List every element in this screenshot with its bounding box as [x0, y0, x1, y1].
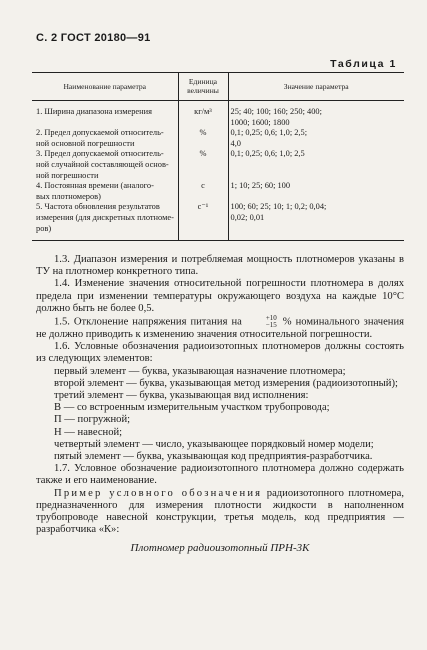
row-value [228, 101, 404, 129]
table-row [32, 101, 404, 129]
paragraph-1-3: 1.3. Диапазон измерения и потребляемая мощность плотномеров указаны в ТУ на плотномер конкретного типа. [36, 254, 404, 278]
list-item: первый элемент — буква, указывающая назначение плотномера; [54, 365, 346, 377]
tolerance-upper: +10 [265, 314, 277, 323]
paragraph-1-5 [36, 315, 404, 341]
header-parameter-name: Наименование параметра [32, 73, 178, 101]
list-item: третий элемент — буква, указывающая вид исполнения: [54, 390, 309, 402]
row-value-line: 25; 40; 100; 160; 250; 400; [230, 107, 322, 116]
table-row [32, 128, 404, 149]
row-unit: кг/м³ [178, 101, 228, 129]
voltage-tolerance [248, 315, 277, 329]
table-row [32, 181, 404, 202]
row-value-line: 4,0 [230, 138, 241, 148]
paragraph-1-5-start: 1.5. Отклонение напряжения питания на [54, 316, 242, 328]
row-name-line: 5. Частота обновления результатов [36, 202, 160, 212]
table-row [32, 149, 404, 181]
row-name [32, 128, 178, 149]
row-name [32, 202, 178, 240]
table-header-row [32, 73, 404, 101]
row-name [32, 101, 178, 129]
table-title: Таблица 1 [330, 58, 397, 70]
page-header: С. 2 ГОСТ 20180—91 [36, 32, 151, 44]
example-lead: Пример условного обозначения [54, 487, 263, 499]
row-name [32, 149, 178, 181]
list-item: В — со встроенным измерительным участком трубопровода; [54, 402, 330, 414]
row-name-line: 3. Предел допускаемой относитель- [36, 149, 164, 159]
parameters-table [32, 72, 404, 241]
paragraph-1-7: 1.7. Условное обозначение радиоизотопного плотномера должно содержать также и его наименование. [36, 463, 404, 487]
list-item: пятый элемент — буква, указывающая код предприятия-разработчика. [54, 451, 373, 463]
example-text: радиоизотопного плотномера, предназначенного для измерения плотности жидкости в наполненном трубопроводе навесной конструкции, третья модель, код предприятия — разработчика «К»: [36, 487, 404, 536]
header-parameter-value: Значение параметра [228, 73, 404, 101]
row-name-line: ной случайной составляющей основ- [36, 159, 169, 169]
row-name-line: ной погрешности [36, 170, 99, 180]
row-value [228, 128, 404, 149]
list-item: Н — навесной; [54, 426, 123, 438]
example-paragraph [36, 488, 404, 537]
row-unit: с⁻¹ [178, 202, 228, 240]
row-value-line: 0,1; 0,25; 0,6; 1,0; 2,5 [230, 149, 305, 159]
row-name-line: 1. Ширина диапазона измерения [36, 107, 152, 116]
row-unit: % [178, 149, 228, 181]
row-value [228, 181, 404, 202]
row-unit: с [178, 181, 228, 202]
row-value [228, 202, 404, 240]
row-name-line: 4. Постоянная времени (аналого- [36, 181, 154, 191]
row-name-line: 2. Предел допускаемой относитель- [36, 128, 164, 138]
table-row [32, 202, 404, 240]
paragraph-1-6: 1.6. Условные обозначения радиоизотопных плотномеров должны состоять из следующих элементов: [36, 341, 404, 365]
list-item: четвертый элемент — число, указывающее порядковый номер модели; [54, 438, 374, 450]
row-value-line: 1000; 1600; 1800 [230, 117, 290, 127]
row-name [32, 181, 178, 202]
row-name-line: измерения (для дискретных плотноме- [36, 212, 174, 222]
row-value-line: 100; 60; 25; 10; 1; 0,2; 0,04; [230, 202, 327, 212]
list-item: второй элемент — буква, указывающая метод измерения (радиоизотопный); [54, 377, 398, 389]
row-name-line: ной основной погрешности [36, 138, 135, 148]
header-unit: Единица величины [178, 73, 228, 101]
row-value-line: 0,1; 0,25; 0,6; 1,0; 2,5; [230, 128, 308, 138]
row-name-line: вых плотномеров) [36, 191, 101, 201]
example-designation: Плотномер радиоизотопный ПРН-3К [130, 542, 310, 555]
row-name-line: ров) [36, 223, 52, 233]
list-item: П — погружной; [54, 414, 131, 426]
row-unit: % [178, 128, 228, 149]
row-value-line: 0,02; 0,01 [230, 212, 265, 222]
paragraph-1-5-end: % номинального значения не должно приводить к изменению значения относительной погрешности. [36, 316, 405, 341]
row-value-line: 1; 10; 25; 60; 100 [230, 181, 291, 191]
tolerance-lower: −15 [265, 321, 277, 330]
row-value [228, 149, 404, 181]
body-text [36, 254, 404, 555]
paragraph-1-4: 1.4. Изменение значения относительной погрешности плотномера в долях предела при изменении температуры окружающего воздуха на каждые 10°С должно быть не более 0,5. [36, 278, 404, 314]
